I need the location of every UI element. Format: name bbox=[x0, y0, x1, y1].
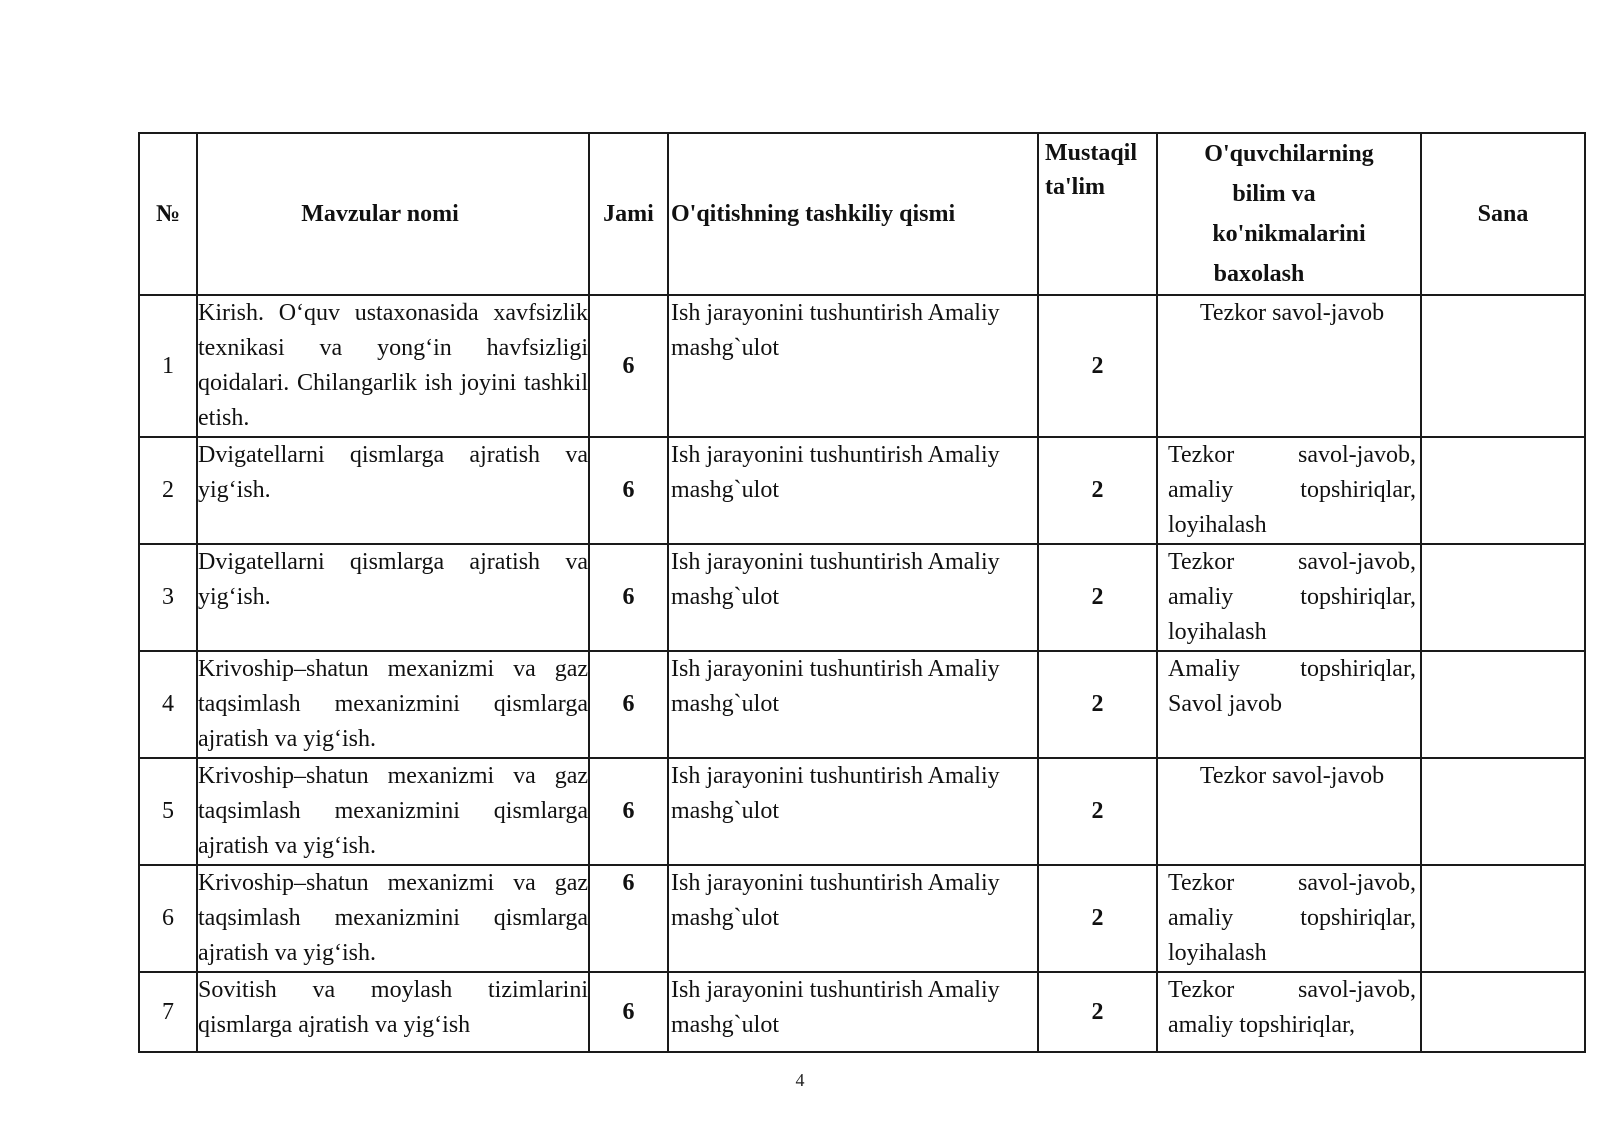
table-row bbox=[139, 972, 1585, 1052]
row-independent-hours: 2 bbox=[1038, 437, 1157, 544]
row-organization: Ish jarayonini tushuntirish Amaliy mashg`ulot bbox=[668, 544, 1038, 651]
row-assessment: Tezkor savol-javob bbox=[1157, 758, 1421, 865]
row-independent-hours: 2 bbox=[1038, 972, 1157, 1052]
row-independent-hours: 2 bbox=[1038, 651, 1157, 758]
row-assessment: Amaliy topshiriqlar, Savol javob bbox=[1157, 651, 1421, 758]
table-row bbox=[139, 865, 1585, 972]
table-row bbox=[139, 295, 1585, 437]
row-topic-name: Krivoship–shatun mexanizmi va gaz taqsimlash mexanizmini qismlarga ajratish va yig‘ish. bbox=[197, 865, 589, 972]
row-number: 7 bbox=[139, 972, 197, 1052]
row-number: 6 bbox=[139, 865, 197, 972]
row-independent-hours: 2 bbox=[1038, 295, 1157, 437]
row-independent-hours: 2 bbox=[1038, 865, 1157, 972]
row-date bbox=[1421, 437, 1585, 544]
header-date: Sana bbox=[1421, 133, 1585, 295]
row-topic-name: Kirish. O‘quv ustaxonasida xavfsizlik texnikasi va yong‘in havfsizligi qoidalari. Chilangarlik ish joyini tashkil etish. bbox=[197, 295, 589, 437]
row-topic-name: Krivoship–shatun mexanizmi va gaz taqsimlash mexanizmini qismlarga ajratish va yig‘ish. bbox=[197, 758, 589, 865]
table-row bbox=[139, 758, 1585, 865]
row-topic-name: Krivoship–shatun mexanizmi va gaz taqsimlash mexanizmini qismlarga ajratish va yig‘ish. bbox=[197, 651, 589, 758]
row-date bbox=[1421, 651, 1585, 758]
header-assessment-line: bilim va bbox=[1232, 181, 1316, 207]
row-topic-name: Dvigatellarni qismlarga ajratish va yig‘ish. bbox=[197, 437, 589, 544]
row-number: 5 bbox=[139, 758, 197, 865]
row-date bbox=[1421, 758, 1585, 865]
row-organization: Ish jarayonini tushuntirish Amaliy mashg`ulot bbox=[668, 865, 1038, 972]
row-total-hours: 6 bbox=[589, 972, 668, 1052]
header-assessment bbox=[1157, 133, 1421, 295]
row-assessment: Tezkor savol-javob, amaliy topshiriqlar, loyihalash bbox=[1157, 437, 1421, 544]
row-organization: Ish jarayonini tushuntirish Amaliy mashg`ulot bbox=[668, 651, 1038, 758]
row-assessment: Tezkor savol-javob bbox=[1157, 295, 1421, 437]
table-header-row bbox=[139, 133, 1585, 295]
row-total-hours: 6 bbox=[589, 295, 668, 437]
row-total-hours: 6 bbox=[589, 865, 668, 972]
header-independent-study: Mustaqil ta'lim bbox=[1038, 133, 1157, 295]
curriculum-table bbox=[138, 132, 1586, 1053]
table-row bbox=[139, 544, 1585, 651]
header-total: Jami bbox=[589, 133, 668, 295]
table-row bbox=[139, 437, 1585, 544]
row-topic-name: Dvigatellarni qismlarga ajratish va yig‘ish. bbox=[197, 544, 589, 651]
row-assessment: Tezkor savol-javob, amaliy topshiriqlar, loyihalash bbox=[1157, 865, 1421, 972]
row-independent-hours: 2 bbox=[1038, 758, 1157, 865]
row-organization: Ish jarayonini tushuntirish Amaliy mashg`ulot bbox=[668, 295, 1038, 437]
header-assessment-line: baxolash bbox=[1213, 261, 1305, 287]
row-organization: Ish jarayonini tushuntirish Amaliy mashg`ulot bbox=[668, 972, 1038, 1052]
row-number: 3 bbox=[139, 544, 197, 651]
row-assessment: Tezkor savol-javob, amaliy topshiriqlar, loyihalash bbox=[1157, 544, 1421, 651]
header-topic-name: Mavzular nomi bbox=[197, 133, 589, 295]
row-total-hours: 6 bbox=[589, 437, 668, 544]
row-number: 4 bbox=[139, 651, 197, 758]
row-total-hours: 6 bbox=[589, 544, 668, 651]
row-date bbox=[1421, 972, 1585, 1052]
row-date bbox=[1421, 295, 1585, 437]
row-total-hours: 6 bbox=[589, 651, 668, 758]
row-number: 1 bbox=[139, 295, 197, 437]
row-independent-hours: 2 bbox=[1038, 544, 1157, 651]
table-row bbox=[139, 651, 1585, 758]
header-number: № bbox=[139, 133, 197, 295]
page-number: 4 bbox=[795, 1070, 805, 1090]
row-number: 2 bbox=[139, 437, 197, 544]
header-organization: O'qitishning tashkiliy qismi bbox=[668, 133, 1038, 295]
header-assessment-line: O'quvchilarning bbox=[1204, 141, 1374, 167]
row-total-hours: 6 bbox=[589, 758, 668, 865]
row-date bbox=[1421, 544, 1585, 651]
row-date bbox=[1421, 865, 1585, 972]
row-organization: Ish jarayonini tushuntirish Amaliy mashg`ulot bbox=[668, 758, 1038, 865]
row-organization: Ish jarayonini tushuntirish Amaliy mashg`ulot bbox=[668, 437, 1038, 544]
header-assessment-line: ko'nikmalarini bbox=[1212, 221, 1366, 247]
row-topic-name: Sovitish va moylash tizimlarini qismlarga ajratish va yig‘ish bbox=[197, 972, 589, 1052]
row-assessment: Tezkor savol-javob, amaliy topshiriqlar, bbox=[1157, 972, 1421, 1052]
